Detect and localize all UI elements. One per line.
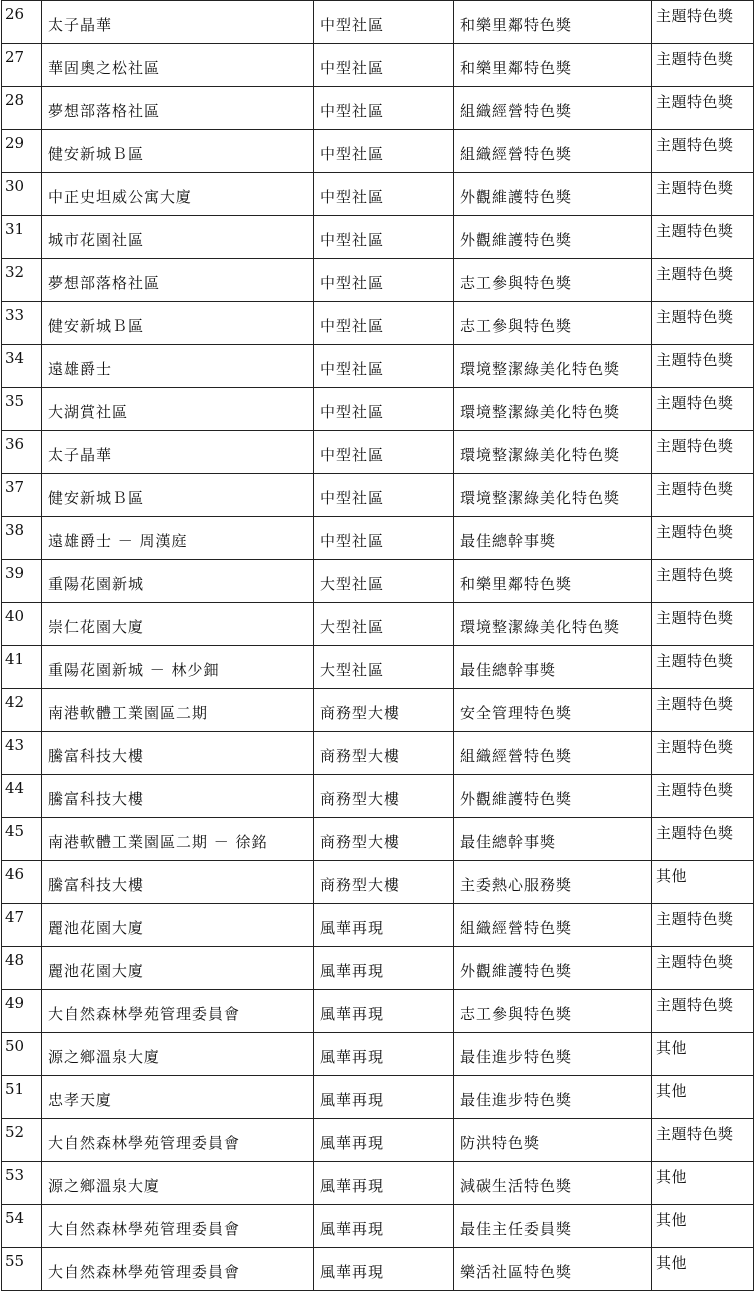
award-name-cell: 和樂里鄰特色獎 bbox=[454, 1, 652, 44]
award-name-cell: 志工參與特色獎 bbox=[454, 990, 652, 1033]
table-row bbox=[2, 904, 754, 947]
community-type-cell: 風華再現 bbox=[314, 947, 454, 990]
community-type-cell: 中型社區 bbox=[314, 388, 454, 431]
row-number-cell: 26 bbox=[2, 1, 42, 44]
award-category-cell: 主題特色獎 bbox=[652, 517, 754, 560]
community-name-cell: 太子晶華 bbox=[42, 431, 314, 474]
row-number-cell: 38 bbox=[2, 517, 42, 560]
community-name-cell: 健安新城Ｂ區 bbox=[42, 302, 314, 345]
award-category-cell: 主題特色獎 bbox=[652, 87, 754, 130]
award-name-cell: 和樂里鄰特色獎 bbox=[454, 560, 652, 603]
table-row bbox=[2, 646, 754, 689]
row-number-cell: 28 bbox=[2, 87, 42, 130]
community-type-cell: 中型社區 bbox=[314, 44, 454, 87]
community-name-cell: 夢想部落格社區 bbox=[42, 259, 314, 302]
award-category-cell: 主題特色獎 bbox=[652, 646, 754, 689]
award-table bbox=[1, 0, 754, 1291]
award-category-cell: 主題特色獎 bbox=[652, 431, 754, 474]
row-number-cell: 32 bbox=[2, 259, 42, 302]
table-row bbox=[2, 87, 754, 130]
award-name-cell: 外觀維護特色獎 bbox=[454, 216, 652, 259]
community-name-cell: 太子晶華 bbox=[42, 1, 314, 44]
community-name-cell: 中正史坦威公寓大廈 bbox=[42, 173, 314, 216]
row-number-cell: 31 bbox=[2, 216, 42, 259]
row-number-cell: 47 bbox=[2, 904, 42, 947]
row-number-cell: 41 bbox=[2, 646, 42, 689]
table-row bbox=[2, 302, 754, 345]
award-name-cell: 組織經營特色獎 bbox=[454, 732, 652, 775]
award-category-cell: 其他 bbox=[652, 1033, 754, 1076]
award-name-cell: 最佳進步特色獎 bbox=[454, 1033, 652, 1076]
community-name-cell: 遠雄爵士 － 周漢庭 bbox=[42, 517, 314, 560]
row-number-cell: 30 bbox=[2, 173, 42, 216]
award-name-cell: 志工參與特色獎 bbox=[454, 259, 652, 302]
table-row bbox=[2, 431, 754, 474]
award-category-cell: 其他 bbox=[652, 861, 754, 904]
community-type-cell: 大型社區 bbox=[314, 646, 454, 689]
award-name-cell: 最佳主任委員獎 bbox=[454, 1205, 652, 1248]
row-number-cell: 50 bbox=[2, 1033, 42, 1076]
award-name-cell: 安全管理特色獎 bbox=[454, 689, 652, 732]
table-row bbox=[2, 775, 754, 818]
award-category-cell: 主題特色獎 bbox=[652, 947, 754, 990]
table-row bbox=[2, 689, 754, 732]
award-name-cell: 最佳總幹事獎 bbox=[454, 517, 652, 560]
award-category-cell: 主題特色獎 bbox=[652, 775, 754, 818]
award-category-cell: 主題特色獎 bbox=[652, 130, 754, 173]
row-number-cell: 49 bbox=[2, 990, 42, 1033]
community-type-cell: 風華再現 bbox=[314, 1205, 454, 1248]
community-name-cell: 城市花園社區 bbox=[42, 216, 314, 259]
community-name-cell: 大自然森林學苑管理委員會 bbox=[42, 990, 314, 1033]
award-name-cell: 樂活社區特色獎 bbox=[454, 1248, 652, 1291]
table-row bbox=[2, 1033, 754, 1076]
row-number-cell: 51 bbox=[2, 1076, 42, 1119]
community-type-cell: 中型社區 bbox=[314, 431, 454, 474]
award-name-cell: 環境整潔綠美化特色獎 bbox=[454, 603, 652, 646]
community-type-cell: 風華再現 bbox=[314, 1119, 454, 1162]
award-table-body bbox=[2, 1, 754, 1291]
community-type-cell: 風華再現 bbox=[314, 1076, 454, 1119]
award-name-cell: 減碳生活特色獎 bbox=[454, 1162, 652, 1205]
award-category-cell: 其他 bbox=[652, 1076, 754, 1119]
table-row bbox=[2, 1076, 754, 1119]
award-name-cell: 防洪特色獎 bbox=[454, 1119, 652, 1162]
row-number-cell: 45 bbox=[2, 818, 42, 861]
community-name-cell: 夢想部落格社區 bbox=[42, 87, 314, 130]
community-type-cell: 中型社區 bbox=[314, 302, 454, 345]
table-row bbox=[2, 388, 754, 431]
row-number-cell: 36 bbox=[2, 431, 42, 474]
award-name-cell: 最佳進步特色獎 bbox=[454, 1076, 652, 1119]
table-row bbox=[2, 732, 754, 775]
award-category-cell: 主題特色獎 bbox=[652, 259, 754, 302]
table-row bbox=[2, 861, 754, 904]
award-category-cell: 主題特色獎 bbox=[652, 560, 754, 603]
community-type-cell: 風華再現 bbox=[314, 1248, 454, 1291]
community-type-cell: 大型社區 bbox=[314, 603, 454, 646]
community-type-cell: 風華再現 bbox=[314, 990, 454, 1033]
community-name-cell: 崇仁花園大廈 bbox=[42, 603, 314, 646]
row-number-cell: 42 bbox=[2, 689, 42, 732]
community-type-cell: 中型社區 bbox=[314, 517, 454, 560]
award-category-cell: 主題特色獎 bbox=[652, 603, 754, 646]
community-type-cell: 中型社區 bbox=[314, 1, 454, 44]
table-row bbox=[2, 1162, 754, 1205]
community-name-cell: 南港軟體工業園區二期 bbox=[42, 689, 314, 732]
community-name-cell: 大湖賞社區 bbox=[42, 388, 314, 431]
community-name-cell: 麗池花園大廈 bbox=[42, 947, 314, 990]
row-number-cell: 35 bbox=[2, 388, 42, 431]
community-type-cell: 風華再現 bbox=[314, 1033, 454, 1076]
row-number-cell: 27 bbox=[2, 44, 42, 87]
community-name-cell: 騰富科技大樓 bbox=[42, 775, 314, 818]
row-number-cell: 46 bbox=[2, 861, 42, 904]
award-name-cell: 主委熱心服務獎 bbox=[454, 861, 652, 904]
award-category-cell: 其他 bbox=[652, 1248, 754, 1291]
community-type-cell: 中型社區 bbox=[314, 130, 454, 173]
community-name-cell: 源之鄉溫泉大廈 bbox=[42, 1033, 314, 1076]
award-category-cell: 主題特色獎 bbox=[652, 44, 754, 87]
award-name-cell: 環境整潔綠美化特色獎 bbox=[454, 388, 652, 431]
community-type-cell: 商務型大樓 bbox=[314, 861, 454, 904]
table-row bbox=[2, 990, 754, 1033]
community-type-cell: 中型社區 bbox=[314, 474, 454, 517]
award-name-cell: 最佳總幹事獎 bbox=[454, 646, 652, 689]
community-name-cell: 健安新城Ｂ區 bbox=[42, 474, 314, 517]
award-name-cell: 外觀維護特色獎 bbox=[454, 775, 652, 818]
award-name-cell: 組織經營特色獎 bbox=[454, 130, 652, 173]
award-name-cell: 環境整潔綠美化特色獎 bbox=[454, 345, 652, 388]
table-row bbox=[2, 259, 754, 302]
community-type-cell: 中型社區 bbox=[314, 259, 454, 302]
table-row bbox=[2, 1, 754, 44]
community-type-cell: 商務型大樓 bbox=[314, 818, 454, 861]
award-category-cell: 主題特色獎 bbox=[652, 388, 754, 431]
community-type-cell: 中型社區 bbox=[314, 345, 454, 388]
table-row bbox=[2, 474, 754, 517]
community-type-cell: 風華再現 bbox=[314, 904, 454, 947]
award-name-cell: 志工參與特色獎 bbox=[454, 302, 652, 345]
table-row bbox=[2, 560, 754, 603]
table-row bbox=[2, 345, 754, 388]
table-row bbox=[2, 1248, 754, 1291]
award-category-cell: 主題特色獎 bbox=[652, 732, 754, 775]
community-name-cell: 健安新城Ｂ區 bbox=[42, 130, 314, 173]
award-name-cell: 組織經營特色獎 bbox=[454, 87, 652, 130]
award-category-cell: 主題特色獎 bbox=[652, 1, 754, 44]
community-name-cell: 騰富科技大樓 bbox=[42, 861, 314, 904]
community-name-cell: 忠孝天廈 bbox=[42, 1076, 314, 1119]
award-category-cell: 其他 bbox=[652, 1162, 754, 1205]
community-name-cell: 大自然森林學苑管理委員會 bbox=[42, 1119, 314, 1162]
table-row bbox=[2, 173, 754, 216]
community-name-cell: 大自然森林學苑管理委員會 bbox=[42, 1205, 314, 1248]
community-name-cell: 騰富科技大樓 bbox=[42, 732, 314, 775]
award-name-cell: 和樂里鄰特色獎 bbox=[454, 44, 652, 87]
award-name-cell: 外觀維護特色獎 bbox=[454, 173, 652, 216]
community-name-cell: 重陽花園新城 bbox=[42, 560, 314, 603]
row-number-cell: 33 bbox=[2, 302, 42, 345]
row-number-cell: 43 bbox=[2, 732, 42, 775]
row-number-cell: 34 bbox=[2, 345, 42, 388]
community-type-cell: 商務型大樓 bbox=[314, 732, 454, 775]
community-name-cell: 華固奧之松社區 bbox=[42, 44, 314, 87]
table-row bbox=[2, 130, 754, 173]
award-category-cell: 主題特色獎 bbox=[652, 990, 754, 1033]
row-number-cell: 54 bbox=[2, 1205, 42, 1248]
award-category-cell: 主題特色獎 bbox=[652, 345, 754, 388]
row-number-cell: 29 bbox=[2, 130, 42, 173]
row-number-cell: 53 bbox=[2, 1162, 42, 1205]
award-category-cell: 主題特色獎 bbox=[652, 904, 754, 947]
award-name-cell: 外觀維護特色獎 bbox=[454, 947, 652, 990]
award-name-cell: 最佳總幹事獎 bbox=[454, 818, 652, 861]
award-name-cell: 組織經營特色獎 bbox=[454, 904, 652, 947]
row-number-cell: 44 bbox=[2, 775, 42, 818]
award-category-cell: 其他 bbox=[652, 1205, 754, 1248]
table-row bbox=[2, 44, 754, 87]
award-name-cell: 環境整潔綠美化特色獎 bbox=[454, 474, 652, 517]
community-name-cell: 大自然森林學苑管理委員會 bbox=[42, 1248, 314, 1291]
award-category-cell: 主題特色獎 bbox=[652, 818, 754, 861]
community-type-cell: 風華再現 bbox=[314, 1162, 454, 1205]
row-number-cell: 52 bbox=[2, 1119, 42, 1162]
table-row bbox=[2, 818, 754, 861]
community-type-cell: 中型社區 bbox=[314, 216, 454, 259]
table-row bbox=[2, 517, 754, 560]
award-category-cell: 主題特色獎 bbox=[652, 689, 754, 732]
table-row bbox=[2, 216, 754, 259]
award-category-cell: 主題特色獎 bbox=[652, 1119, 754, 1162]
award-category-cell: 主題特色獎 bbox=[652, 302, 754, 345]
row-number-cell: 37 bbox=[2, 474, 42, 517]
community-name-cell: 遠雄爵士 bbox=[42, 345, 314, 388]
community-type-cell: 大型社區 bbox=[314, 560, 454, 603]
community-type-cell: 中型社區 bbox=[314, 173, 454, 216]
community-name-cell: 源之鄉溫泉大廈 bbox=[42, 1162, 314, 1205]
row-number-cell: 48 bbox=[2, 947, 42, 990]
community-type-cell: 中型社區 bbox=[314, 87, 454, 130]
award-category-cell: 主題特色獎 bbox=[652, 216, 754, 259]
row-number-cell: 40 bbox=[2, 603, 42, 646]
award-name-cell: 環境整潔綠美化特色獎 bbox=[454, 431, 652, 474]
table-row bbox=[2, 1119, 754, 1162]
table-row bbox=[2, 603, 754, 646]
community-type-cell: 商務型大樓 bbox=[314, 689, 454, 732]
row-number-cell: 39 bbox=[2, 560, 42, 603]
community-type-cell: 商務型大樓 bbox=[314, 775, 454, 818]
award-category-cell: 主題特色獎 bbox=[652, 474, 754, 517]
award-category-cell: 主題特色獎 bbox=[652, 173, 754, 216]
community-name-cell: 重陽花園新城 － 林少鈿 bbox=[42, 646, 314, 689]
table-row bbox=[2, 947, 754, 990]
table-row bbox=[2, 1205, 754, 1248]
row-number-cell: 55 bbox=[2, 1248, 42, 1291]
community-name-cell: 南港軟體工業園區二期 － 徐銘 bbox=[42, 818, 314, 861]
community-name-cell: 麗池花園大廈 bbox=[42, 904, 314, 947]
